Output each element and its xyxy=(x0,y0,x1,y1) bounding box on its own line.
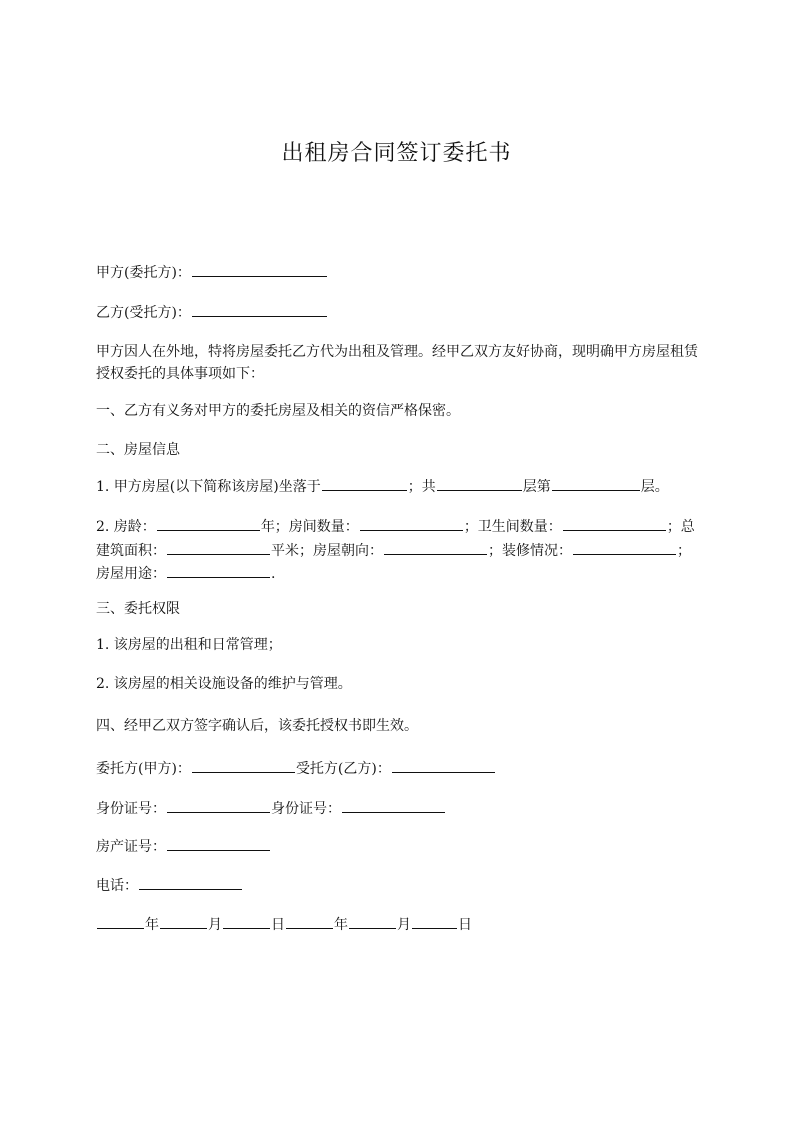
item2-heading: 二、房屋信息 xyxy=(96,442,180,458)
item1-text: 一、乙方有义务对甲方的委托房屋及相关的资信严格保密。 xyxy=(96,403,460,419)
principal-blank[interactable] xyxy=(192,756,295,773)
party-a-label: 甲方(委托方)： xyxy=(96,265,191,281)
party-a-blank[interactable] xyxy=(192,260,327,277)
id-blank-1[interactable] xyxy=(167,796,270,813)
day-blank-1[interactable] xyxy=(223,912,270,929)
usage-label: 房屋用途： xyxy=(96,566,166,582)
house-age-blank[interactable] xyxy=(157,514,260,531)
year-label-1: 年 xyxy=(145,917,159,933)
house-details-line-3 xyxy=(96,561,706,585)
scope-1: 1. 该房屋的出租和日常管理； xyxy=(96,637,282,653)
month-blank-2[interactable] xyxy=(349,912,396,929)
id-label-2: 身份证号： xyxy=(271,801,341,817)
party-b-line xyxy=(96,300,706,324)
phone-label: 电话： xyxy=(96,878,138,894)
total-floors-blank[interactable] xyxy=(437,474,522,491)
property-cert-blank[interactable] xyxy=(167,834,270,851)
phone-blank[interactable] xyxy=(139,873,242,890)
year-blank-1[interactable] xyxy=(97,912,144,929)
house-location-prefix: 1. 甲方房屋(以下简称该房屋)坐落于 xyxy=(96,479,321,495)
item4-text: 四、经甲乙双方签字确认后，该委托授权书即生效。 xyxy=(96,718,418,734)
scope-2: 2. 该房屋的相关设施设备的维护与管理。 xyxy=(96,676,352,692)
house-floor-end: 层。 xyxy=(640,479,669,495)
property-cert-label: 房产证号： xyxy=(96,839,166,855)
principal-label: 委托方(甲方)： xyxy=(96,761,191,777)
room-count-blank[interactable] xyxy=(360,514,463,531)
house-age-unit: 年；房间数量： xyxy=(260,519,359,535)
party-b-blank[interactable] xyxy=(192,300,327,317)
year-blank-2[interactable] xyxy=(286,912,333,929)
house-details-line-1 xyxy=(96,514,706,538)
phone-line xyxy=(96,873,706,897)
day-blank-2[interactable] xyxy=(412,912,457,929)
day-label-1: 日 xyxy=(271,917,285,933)
area-blank[interactable] xyxy=(167,538,270,555)
id-blank-2[interactable] xyxy=(342,796,445,813)
bathroom-count-blank[interactable] xyxy=(563,514,666,531)
intro-paragraph: 甲方因人在外地，特将房屋委托乙方代为出租及管理。经甲乙双方友好协商，现明确甲方房屋租赁授权委托的具体事项如下： xyxy=(96,344,698,382)
house-details-line-2 xyxy=(96,538,706,562)
agent-label: 受托方(乙方)： xyxy=(295,761,391,777)
signature-line xyxy=(96,756,706,780)
date-line xyxy=(96,912,706,936)
total-prefix: ；总 xyxy=(666,519,695,535)
usage-blank[interactable] xyxy=(167,561,270,578)
house-age-label: 2. 房龄： xyxy=(96,519,156,535)
bathroom-label: ；卫生间数量： xyxy=(463,519,562,535)
year-label-2: 年 xyxy=(334,917,348,933)
item3-heading: 三、委托权限 xyxy=(96,601,180,617)
decoration-blank[interactable] xyxy=(573,538,676,555)
location-blank[interactable] xyxy=(322,474,407,491)
property-cert-line xyxy=(96,834,706,858)
party-b-label: 乙方(受托方)： xyxy=(96,305,191,321)
house-location-line xyxy=(96,474,706,498)
id-label-1: 身份证号： xyxy=(96,801,166,817)
orientation-blank[interactable] xyxy=(384,538,487,555)
document-title: 出租房合同签订委托书 xyxy=(281,141,512,166)
agent-blank[interactable] xyxy=(392,756,495,773)
house-floors-label: 层第 xyxy=(522,479,551,495)
month-blank-1[interactable] xyxy=(160,912,207,929)
id-line xyxy=(96,796,706,820)
decoration-label: ；装修情况： xyxy=(488,543,572,559)
day-label-2: 日 xyxy=(458,917,472,933)
month-label-1: 月 xyxy=(208,917,222,933)
area-unit: 平米；房屋朝向： xyxy=(271,543,383,559)
floor-number-blank[interactable] xyxy=(552,474,640,491)
party-a-line xyxy=(96,260,706,284)
house-total-label: ；共 xyxy=(407,479,436,495)
semicolon: ； xyxy=(677,543,691,559)
area-label: 建筑面积： xyxy=(96,543,166,559)
month-label-2: 月 xyxy=(397,917,411,933)
usage-period: . xyxy=(271,566,276,582)
